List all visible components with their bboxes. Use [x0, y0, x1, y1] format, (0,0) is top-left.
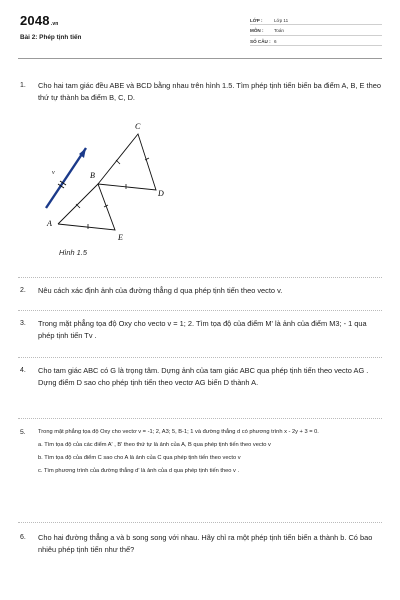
question-divider	[18, 522, 382, 523]
lesson-title: Bài 2: Phép tịnh tiến	[20, 34, 82, 41]
point-label-a: A	[47, 219, 52, 228]
question-number: 1.	[20, 82, 26, 89]
question-number: 2.	[20, 287, 26, 294]
meta-key: LỚP :	[250, 17, 263, 23]
point-label-b: B	[90, 171, 95, 180]
logo-text: 2048	[20, 13, 50, 28]
question-2	[20, 285, 382, 297]
question-text: Nêu cách xác định ảnh của đường thẳng d qua phép tịnh tiến theo vecto v.	[38, 286, 283, 295]
question-text: Cho tam giác ABC có G là trọng tâm. Dựng ảnh của tam giác ABC qua phép tịnh tiến theo vecto AG . Dựng điểm D sao cho phép tịnh tiến theo vectơ AG biến D thành A.	[38, 366, 369, 388]
point-label-c: C	[135, 122, 141, 131]
meta-value: 6	[274, 38, 277, 44]
question-divider	[18, 277, 382, 278]
meta-row-count	[250, 37, 382, 46]
question-text: Trong mặt phẳng tọa độ Oxy cho vecto v = 1; 2. Tìm tọa độ của điểm M' là ảnh của điểm M3; - 1 qua phép tịnh tiến Tv .	[38, 319, 367, 341]
question-6	[20, 532, 382, 557]
triangle-bcd	[98, 134, 156, 190]
site-logo	[20, 13, 59, 28]
question-divider	[18, 418, 382, 419]
figure-caption: Hình 1.5	[59, 248, 87, 257]
question-number: 5.	[20, 429, 26, 436]
vector-v-line	[46, 148, 86, 208]
subquestion-b: b. Tìm tọa độ của điểm C sao cho A là ảnh của C qua phép tịnh tiến theo vecto v	[38, 455, 241, 461]
tick-mark	[116, 160, 120, 164]
logo-suffix: .vn	[50, 21, 59, 27]
question-1	[20, 80, 382, 105]
question-text: Cho hai đường thẳng a và b song song với nhau. Hãy chỉ ra một phép tịnh tiến biến a thành b. Có bao nhiêu phép tịnh tiến như thế?	[38, 533, 373, 555]
subquestion-a: a. Tìm tọa độ của các điểm A' , B' theo thứ tự là ảnh của A, B qua phép tịnh tiến theo vecto v	[38, 442, 271, 448]
meta-value: Lớp 11	[274, 17, 289, 23]
question-5	[20, 428, 382, 476]
vector-label-v: v	[52, 170, 55, 176]
meta-key: MÔN :	[250, 28, 264, 33]
subquestion-c: c. Tìm phương trình của đường thẳng d' là ảnh của d qua phép tịnh tiến theo v .	[38, 468, 240, 474]
meta-info	[250, 16, 382, 48]
triangle-figure	[40, 112, 180, 247]
question-4	[20, 365, 382, 390]
meta-key: SỐ CÂU :	[250, 38, 271, 44]
point-label-e: E	[118, 233, 123, 242]
triangle-abe	[58, 184, 115, 230]
question-number: 4.	[20, 367, 26, 374]
question-divider	[18, 310, 382, 311]
question-text: Trong mặt phẳng tọa độ Oxy cho vectơ v = -1; 2, A3; 5, B-1; 1 và đường thẳng d có phương trình x - 2y + 3 = 0.	[38, 429, 319, 435]
question-number: 6.	[20, 534, 26, 541]
header-divider	[18, 58, 382, 59]
question-divider	[18, 357, 382, 358]
meta-row-class	[250, 16, 382, 25]
meta-value: Toán	[274, 28, 284, 33]
question-text: Cho hai tam giác đều ABE và BCD bằng nhau trên hình 1.5. Tìm phép tịnh tiến biến ba điểm A, B, E theo thứ tự thành ba điểm B, C, D.	[38, 81, 381, 103]
point-label-d: D	[158, 189, 164, 198]
meta-row-subject	[250, 27, 382, 36]
question-3	[20, 318, 382, 343]
question-number: 3.	[20, 320, 26, 327]
